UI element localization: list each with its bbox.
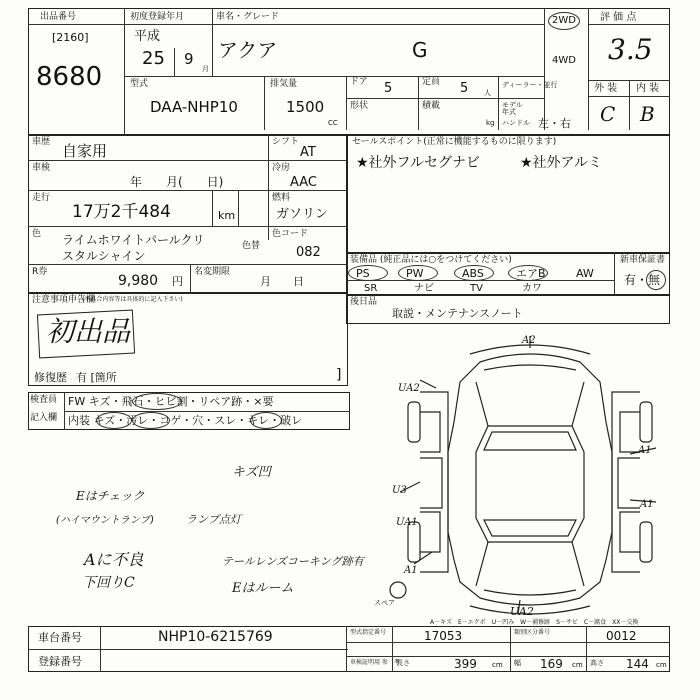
mark-u3: U3 [392, 485, 407, 496]
mark-ua2-bottom: UA2 [510, 605, 534, 618]
equipment-item-top: PS [356, 267, 370, 280]
ac-value: AAC [290, 175, 317, 190]
equipment-item-bottom: SR [364, 283, 378, 294]
color-change-label: 色替 [242, 241, 261, 251]
history-value: 自家用 [62, 142, 108, 160]
category-label: 類別区分番号 [514, 629, 551, 636]
score-value: 3.5 [608, 33, 653, 66]
mark-a1-right2: A1 [640, 499, 654, 510]
recycle-label: R券 [32, 267, 48, 277]
repair-label: 修復歴 [34, 371, 67, 384]
memo-3: (ハイマウントランプ) [56, 515, 154, 526]
equipment-item-bottom: TV [470, 283, 483, 294]
equipment-circle [398, 265, 438, 281]
era: 平成 [134, 29, 161, 44]
equipment-item-bottom: カワ [522, 283, 542, 294]
recycle-unit: 円 [172, 275, 183, 288]
circle-sure [250, 412, 282, 429]
chassis-label: 車台番号 [38, 631, 82, 644]
height-value: 144 [626, 657, 649, 671]
extras-label: 後日品 [350, 297, 378, 307]
ac-label: 冷房 [272, 163, 291, 173]
memo-7: テールレンズコーキング跡有 [222, 555, 364, 568]
warranty-label: 新車保証書 [620, 255, 666, 265]
inspector-row-2: 内装 キズ・汚レ・コゲ・穴・スレ・キレ・破レ [68, 414, 303, 427]
model-cert-label: 型式指定番号 [350, 629, 387, 636]
handle-label: ハンドル [502, 119, 530, 127]
exterior-label: 外 装 [594, 83, 618, 94]
score-label: 評 価 点 [600, 12, 637, 23]
length-value: 399 [454, 657, 477, 671]
history-label: 車歴 [32, 137, 51, 147]
chassis-value: NHP10-6215769 [158, 629, 273, 645]
grade: G [412, 38, 428, 62]
drive-2wd: 2WD [552, 15, 576, 26]
name-change-label: 名変期限 [194, 267, 231, 277]
color-value-2: スタルシャイン [62, 249, 146, 263]
width-value: 169 [540, 657, 563, 671]
equipment-label: 装備品 (純正品には○をつけてください) [350, 255, 512, 265]
type-label: 型式 [130, 79, 149, 89]
reg-label: 登録番号 [38, 655, 82, 668]
equipment-item-bottom: ナビ [414, 283, 434, 294]
color-label: 色 [32, 229, 42, 239]
mileage-value: 17万2千484 [72, 202, 171, 222]
capacity-label: 定員 [422, 77, 441, 87]
recycle-value: 9,980 [118, 273, 159, 289]
height-unit: cm [656, 661, 667, 669]
color-value-1: ライムホワイトパールクリ [62, 233, 205, 247]
width-unit: cm [572, 661, 583, 669]
sales-point-2: ★社外アルミ [520, 155, 602, 171]
height-label: 高さ [590, 659, 604, 667]
mark-a2-top: A2 [522, 335, 536, 346]
car-name: アクア [218, 38, 278, 62]
color-code-value: 082 [296, 245, 321, 260]
mark-ua2: UA2 [398, 383, 420, 394]
equipment-item-top: ABS [462, 267, 484, 280]
memo-6: 下回りC [82, 575, 135, 591]
mileage-label: 走行 [32, 193, 51, 203]
fuel-value: ガソリン [276, 207, 329, 222]
equipment-circle [348, 265, 388, 281]
repair-value: 有 [箇所 [76, 371, 117, 384]
equipment-item-top: AW [576, 267, 594, 280]
interior-label: 内 装 [636, 83, 660, 94]
sales-box [346, 134, 670, 254]
inspector-row-1: FW キズ・飛石・ヒビ割・リペア跡・×要 [68, 395, 274, 408]
mark-ua1: UA1 [396, 517, 418, 528]
equipment-circle [454, 265, 494, 281]
sales-label: セールスポイント(正常に機能するものに限ります) [352, 137, 557, 147]
spare-label: スペア [374, 599, 395, 607]
inspection-label: 車検 [32, 163, 51, 173]
shift-value: AT [300, 145, 316, 160]
name-change-value: 月 日 [260, 275, 304, 288]
equipment-item-top: PW [406, 267, 424, 280]
month-unit: 月 [202, 65, 209, 73]
door-value: 5 [384, 81, 393, 96]
lot-number: 8680 [36, 62, 103, 92]
type-value: DAA-NHP10 [150, 98, 238, 116]
model-label: 車名・グレード [216, 12, 280, 22]
car-diagram [380, 332, 680, 618]
color-code-label: 色コード [272, 229, 309, 239]
warranty-circle [646, 270, 666, 290]
inspector-label-1: 検査員 [30, 395, 58, 405]
sales-point-1: ★社外フルセグナビ [356, 155, 480, 171]
inspection-value: 年 月( 日) [130, 175, 224, 189]
memo-2: Eはチェック [76, 489, 145, 503]
memo-8: Eはルーム [232, 581, 294, 596]
circle-tobiishi [132, 393, 182, 410]
disp-label: 排気量 [270, 79, 298, 89]
memo-1: キズ凹 [232, 465, 271, 480]
mileage-unit: km [218, 209, 236, 222]
exterior-value: C [600, 102, 616, 126]
disp-unit: CC [328, 119, 338, 127]
inspector-label-2: 記入欄 [30, 413, 58, 423]
circle-kizu [96, 412, 132, 429]
shape-label: 形状 [350, 101, 369, 111]
repair-bracket: ] [336, 367, 342, 383]
damage-legend: A－キズ E－エクボ U－凹み W－補修跡 S－サビ C－腐食 XX－交換 [430, 619, 639, 626]
door-label: ドア [350, 77, 368, 87]
reg-year: 25 [142, 48, 165, 69]
category-value: 0012 [606, 629, 637, 643]
stamp-text: 初出品 [46, 315, 131, 348]
fuel-label: 燃料 [272, 193, 291, 203]
memo-5: Aに不良 [84, 550, 144, 569]
length-label: 長さ [396, 659, 410, 667]
lot-sub: [2160] [52, 31, 89, 44]
lot-label: 出品番号 [40, 12, 77, 22]
load-label: 積載 [422, 101, 441, 111]
model-cert-value: 17053 [424, 629, 463, 643]
interior-value: B [640, 102, 655, 126]
memo-4: ランプ点灯 [186, 513, 241, 526]
mark-a1-left: A1 [404, 565, 418, 576]
dealer-label: ディーラー・並行 [502, 81, 558, 89]
notes-label-sub: (不具合内容等は具体的に記入下さい) [82, 296, 183, 303]
notes-label: 注意事項申告欄 [32, 295, 96, 305]
load-unit: kg [486, 119, 495, 127]
length-unit: cm [492, 661, 503, 669]
width-label: 幅 [514, 659, 521, 667]
drive-4wd: 4WD [552, 55, 576, 66]
equipment-circle [508, 265, 548, 281]
shift-label: シフト [272, 137, 300, 147]
mark-a1-right: A1 [638, 445, 652, 456]
reg-month: 9 [184, 50, 194, 68]
vehicle-cert-label: 車検証明用 参 考 [350, 659, 400, 666]
disp-value: 1500 [286, 98, 325, 116]
capacity-unit: 人 [484, 89, 491, 97]
warranty-value: 有・無 [624, 273, 661, 287]
circle-yogore [132, 412, 170, 429]
extras-value: 取説・メンテナンスノート [392, 307, 523, 320]
model-year-label: モデル年式 [502, 101, 523, 116]
handle-value: 左・右 [538, 117, 571, 130]
first-reg-label: 初度登録年月 [130, 12, 185, 22]
capacity-value: 5 [460, 81, 469, 96]
equipment-item-top: エアB [516, 267, 546, 280]
